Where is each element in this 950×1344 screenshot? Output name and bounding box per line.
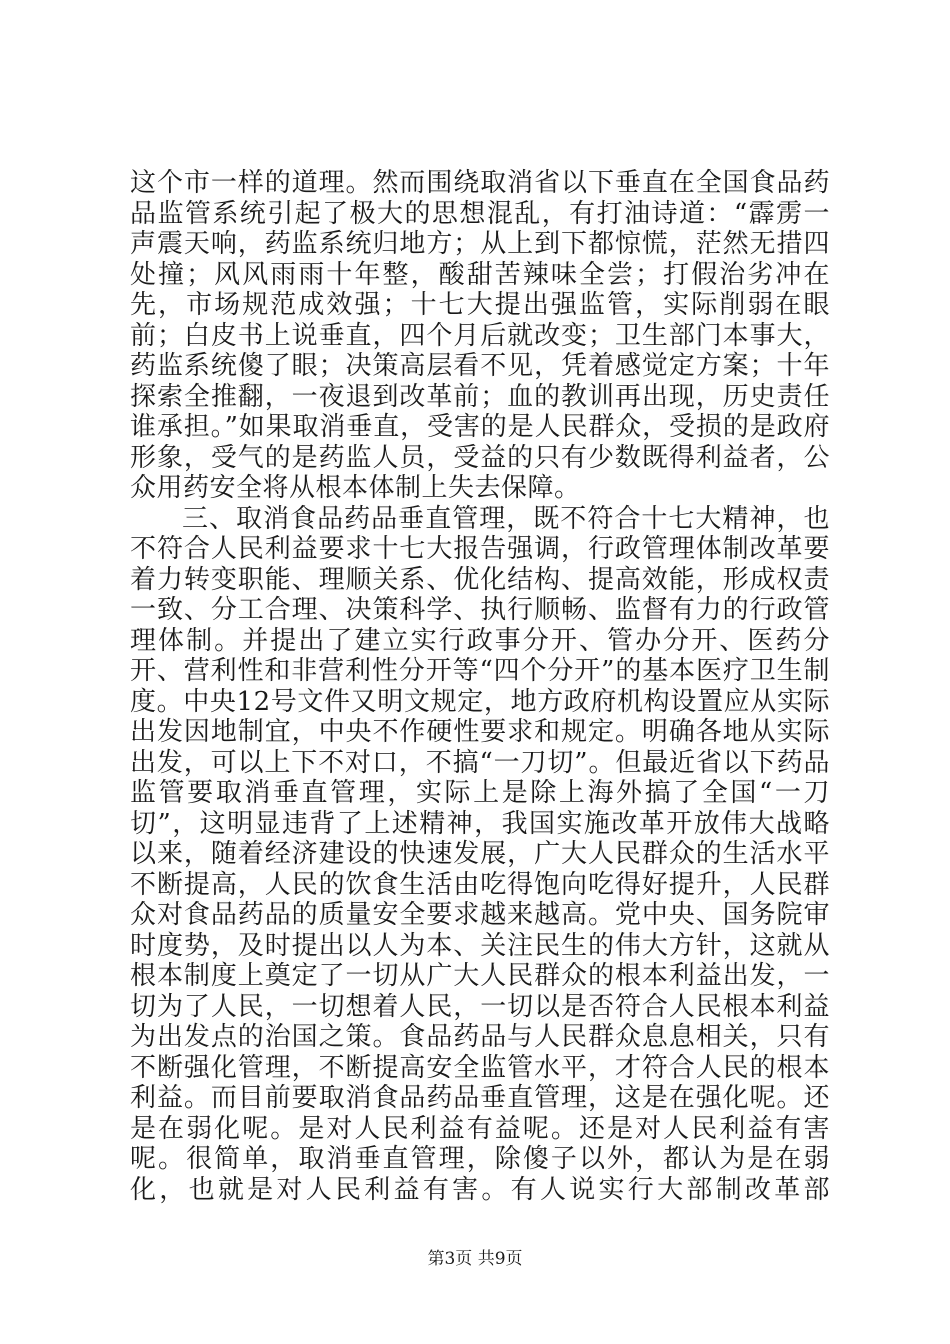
paragraph-2: 三、取消食品药品垂直管理，既不符合十七大精神，也不符合人民利益要求十七大报告强调，行政管理体制改革要着力转变职能、理顺关系、优化结构、提高效能，形成权责一致、分工合理、决策科学、执行顺畅、监督有力的行政管理体制。并提出了建立实行政事分开、管办分开、医药分开、营利性和非营利性分开等“四个分开”的基本医疗卫生制度。中央12号文件又明文规定，地方政府机构设置应从实际出发因地制宜，中央不作硬性要求和规定。明确各地从实际出发，可以上下不对口，不搞“一刀切”。但最近省以下药品监管要取消垂直管理，实际上是除上海外搞了全国“一刀切”，这明显违背了上述精神，我国实施改革开放伟大战略以来，随着经济建设的快速发展，广大人民群众的生活水平不断提高，人民的饮食生活由吃得饱向吃得好提升，人民群众对食品药品的质量安全要求越来越高。党中央、国务院审时度势，及时提出以人为本、关注民生的伟大方针，这就从根本制度上奠定了一切从广大人民群众的根本利益出发，一切为了人民，一切想着人民，一切以是否符合人民根本利益为出发点的治国之策。食品药品与人民群众息息相关，只有不断强化管理，不断提高安全监管水平，才符合人民的根本利益。而目前要取消食品药品垂直管理，这是在强化呢。还是在弱化呢。是对人民利益有益呢。还是对人民利益有害呢。很简单，取消垂直管理，除傻子以外，都认为是在弱化，也就是对人民利益有害。有人说实行大部制改革部 <box>130 503 830 1205</box>
paragraph-1: 这个市一样的道理。然而围绕取消省以下垂直在全国食品药品监管系统引起了极大的思想混乱，有打油诗道：“霹雳一声震天响，药监系统归地方；从上到下都惊慌，茫然无措四处撞；风风雨雨十年整，酸甜苦辣味全尝；打假治劣冲在先，市场规范成效强；十七大提出强监管，实际削弱在眼前；白皮书上说垂直，四个月后就改变；卫生部门本事大，药监系统傻了眼；决策高层看不见，凭着感觉定方案；十年探索全推翻，一夜退到改革前；血的教训再出现，历史责任谁承担。”如果取消垂直，受害的是人民群众，受损的是政府形象，受气的是药监人员，受益的只有少数既得利益者，公众用药安全将从根本体制上失去保障。 <box>130 168 830 503</box>
document-body <box>130 168 830 1205</box>
page-footer: 第3页 共9页 <box>427 1249 523 1269</box>
